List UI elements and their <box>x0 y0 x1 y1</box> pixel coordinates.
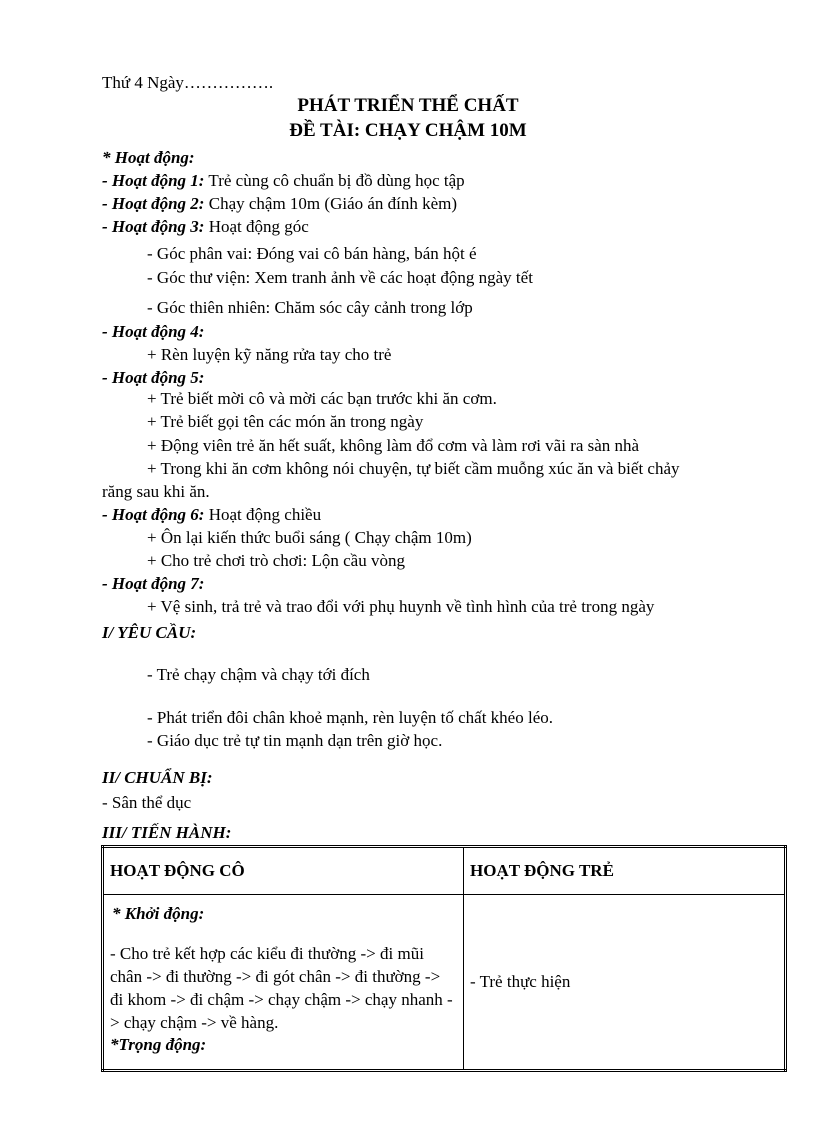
main-exercise-label: *Trọng động: <box>110 1035 207 1055</box>
table-header-row <box>103 847 786 895</box>
activity-text: Chạy chậm 10m (Giáo án đính kèm) <box>204 194 458 213</box>
requirements-heading: I/ YÊU CẦU: <box>102 623 197 642</box>
activity-label: - Hoạt động 2: <box>102 194 205 213</box>
activity-label: - Hoạt động 6: <box>102 505 205 524</box>
list-item: + Cho trẻ chơi trò chơi: Lộn cầu vòng <box>147 551 405 570</box>
list-item: + Trẻ biết mời cô và mời các bạn trước khi ăn cơm. <box>147 389 497 408</box>
activity-3 <box>102 216 309 237</box>
list-item: - Giáo dục trẻ tự tin mạnh dạn trên giờ học. <box>147 731 443 750</box>
activity-4-label: - Hoạt động 4: <box>102 322 205 341</box>
list-item: - Trẻ chạy chậm và chạy tới đích <box>147 665 370 684</box>
list-item: - Góc thư viện: Xem tranh ảnh về các hoạt động ngày tết <box>147 268 533 287</box>
warmup-text: - Cho trẻ kết hợp các kiểu đi thường -> đi mũi chân -> đi thường -> đi gót chân -> đi thường -> đi khom -> đi chậm -> chạy chậm -> chạy nhanh -> chạy chậm -> về hàng. <box>110 944 453 1033</box>
warmup-label: * Khởi động: <box>112 904 205 923</box>
list-item: + Trong khi ăn cơm không nói chuyện, tự biết cầm muỗng xúc ăn và biết chảy <box>147 459 680 478</box>
list-item-continuation: răng sau khi ăn. <box>102 482 210 501</box>
topic-title: ĐỀ TÀI: CHẠY CHẬM 10M <box>289 120 527 141</box>
list-item: + Rèn luyện kỹ năng rửa tay cho trẻ <box>147 345 392 364</box>
teacher-activity-cell <box>103 895 464 1071</box>
procedure-table <box>101 845 787 1072</box>
list-item: - Phát triển đôi chân khoẻ mạnh, rèn luyện tố chất khéo léo. <box>147 708 553 727</box>
table-row <box>103 895 786 1071</box>
activity-7-label: - Hoạt động 7: <box>102 574 205 593</box>
preparation-heading: II/ CHUẨN BỊ: <box>102 768 213 787</box>
page-title: PHÁT TRIỂN THỂ CHẤT <box>297 95 519 116</box>
activity-1 <box>102 170 465 191</box>
list-item: - Góc thiên nhiên: Chăm sóc cây cảnh trong lớp <box>147 298 473 317</box>
child-action: - Trẻ thực hiện <box>470 972 571 992</box>
activity-label: - Hoạt động 1: <box>102 171 205 190</box>
activity-text: Hoạt động góc <box>204 217 309 236</box>
activities-heading: * Hoạt động: <box>102 148 195 167</box>
procedure-heading: III/ TIẾN HÀNH: <box>102 823 232 842</box>
list-item: + Ôn lại kiến thức buổi sáng ( Chạy chậm 10m) <box>147 528 472 547</box>
date-line: Thứ 4 Ngày……………. <box>102 73 274 92</box>
list-item: - Sân thể dục <box>102 793 192 812</box>
list-item: + Trẻ biết gọi tên các món ăn trong ngày <box>147 412 424 431</box>
activity-5-label: - Hoạt động 5: <box>102 368 205 387</box>
activity-text: Hoạt động chiều <box>204 505 322 524</box>
column-header-child: HOẠT ĐỘNG TRẺ <box>464 847 786 895</box>
list-item: + Vệ sinh, trả trẻ và trao đổi với phụ huynh về tình hình của trẻ trong ngày <box>147 597 655 616</box>
activity-2 <box>102 193 457 214</box>
column-header-teacher: HOẠT ĐỘNG CÔ <box>103 847 464 895</box>
child-activity-cell <box>464 895 786 1071</box>
activity-6 <box>102 504 321 525</box>
list-item: + Động viên trẻ ăn hết suất, không làm đổ cơm và làm rơi vãi ra sàn nhà <box>147 436 640 455</box>
activity-label: - Hoạt động 3: <box>102 217 205 236</box>
activity-text: Trẻ cùng cô chuẩn bị đồ dùng học tập <box>204 171 465 190</box>
list-item: - Góc phân vai: Đóng vai cô bán hàng, bán hột é <box>147 244 477 263</box>
